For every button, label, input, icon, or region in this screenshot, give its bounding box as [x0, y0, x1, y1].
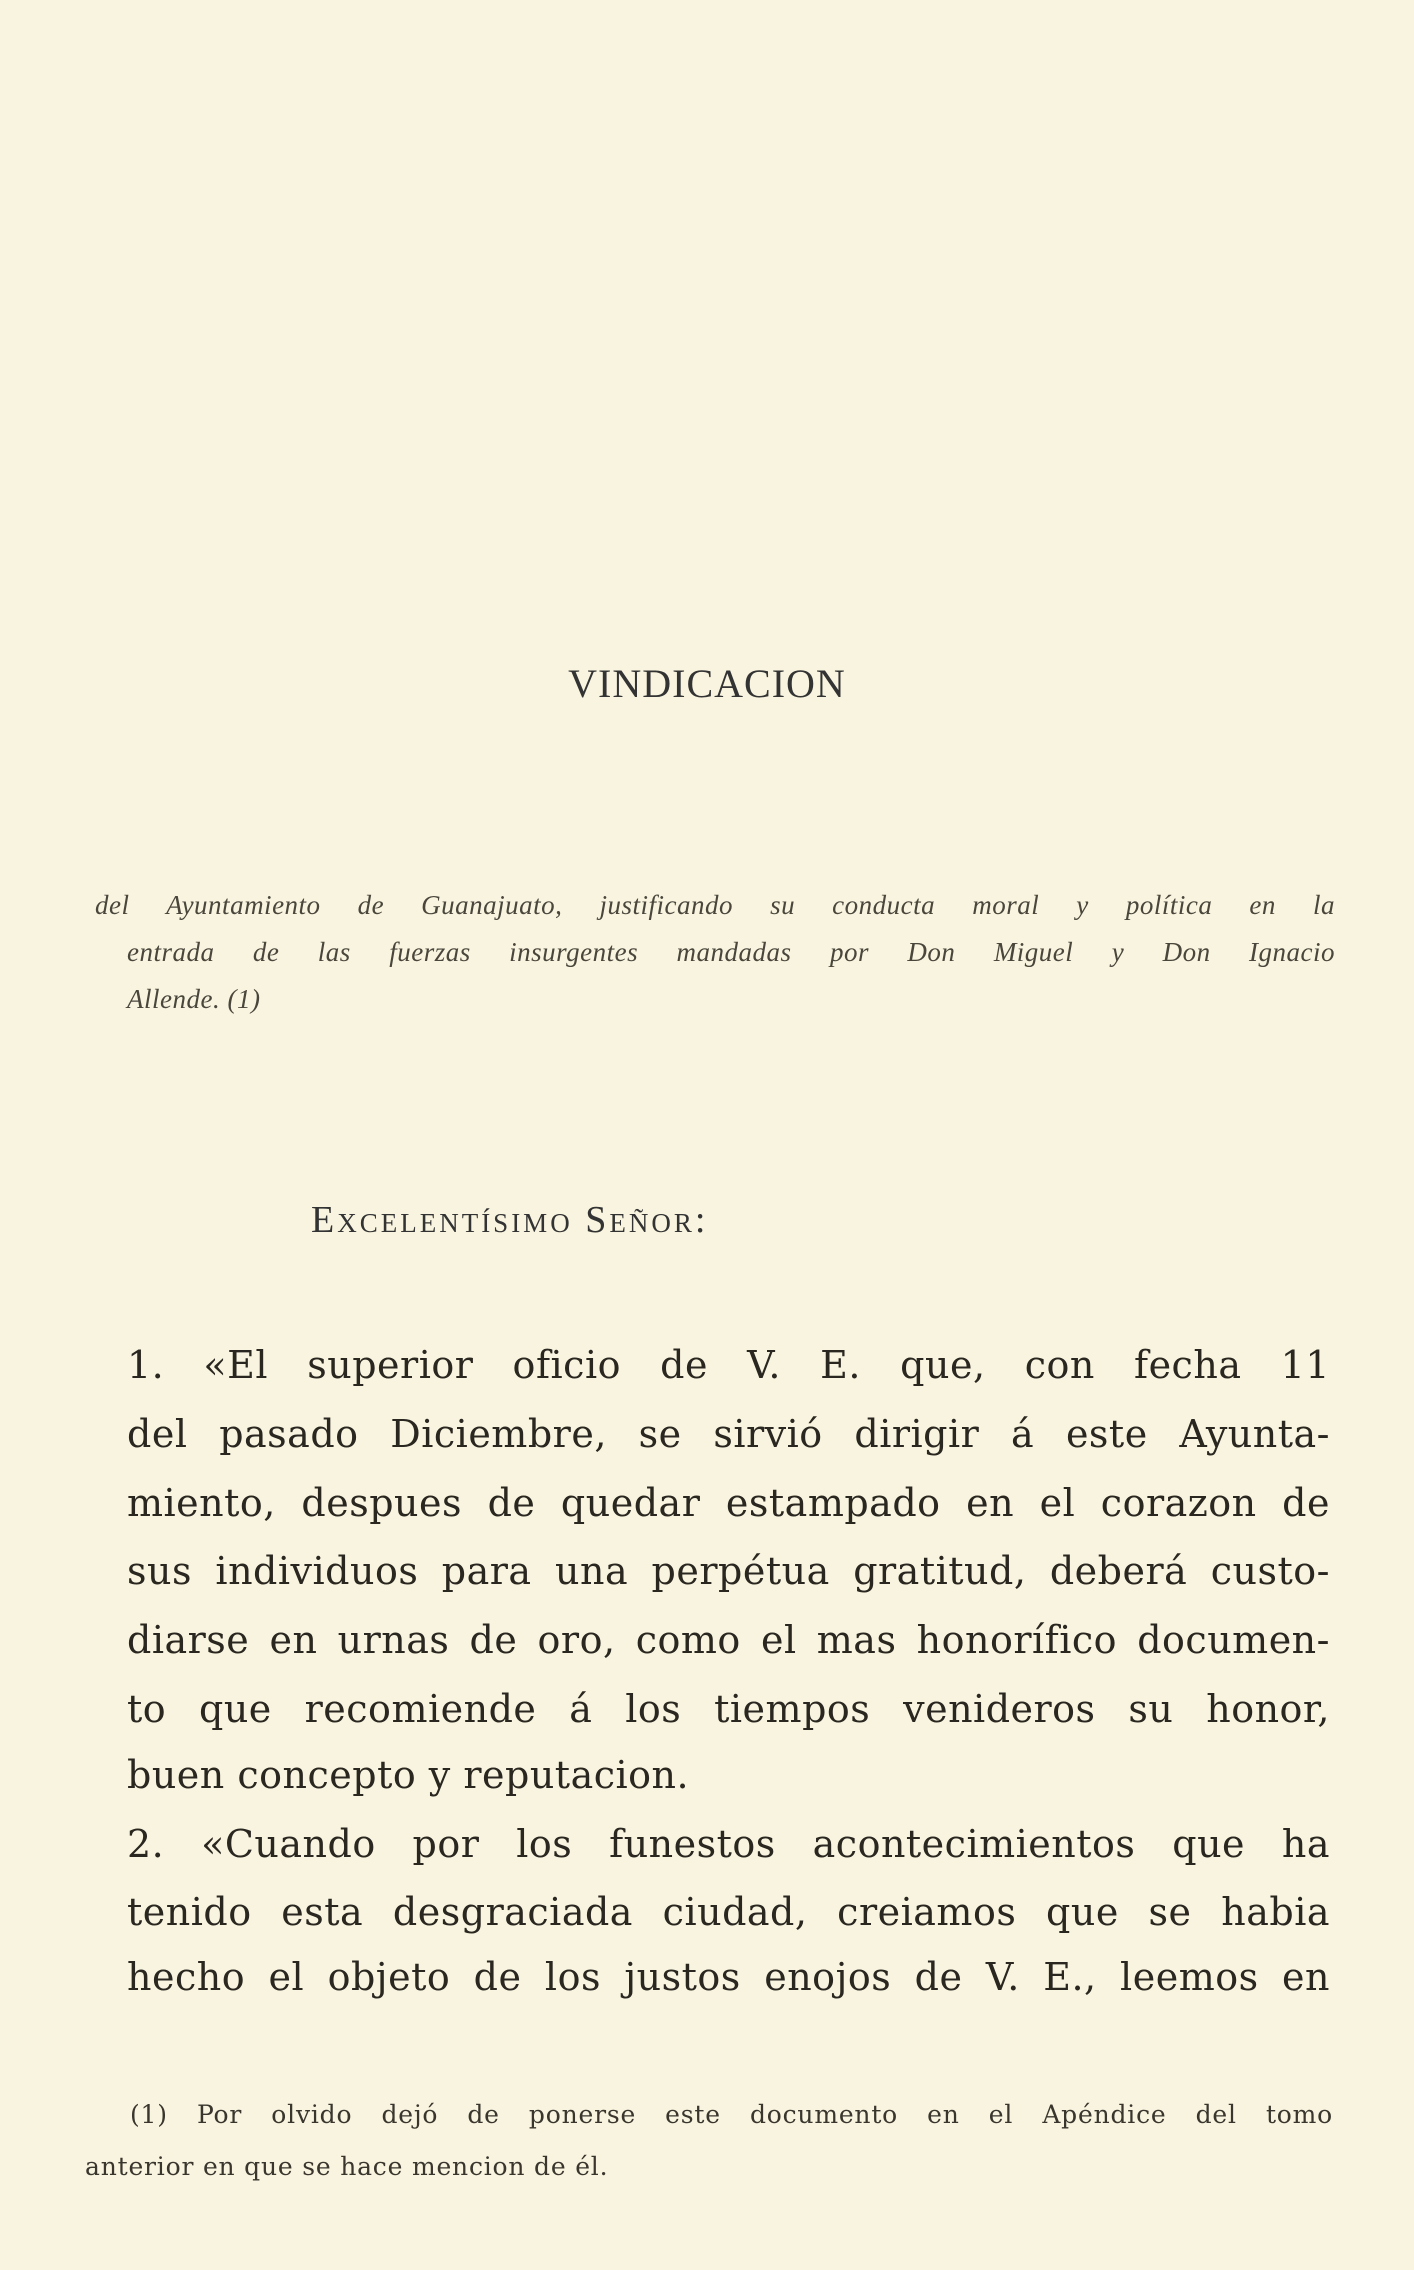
body-line: hecho el objeto de los justos enojos de V. E., leemos en — [127, 1955, 1330, 1999]
subtitle-line: del Ayuntamiento de Guanajuato, justificando su conducta moral y política en la — [95, 890, 1335, 920]
body-line: tenido esta desgraciada ciudad, creiamos que se habia — [127, 1890, 1330, 1934]
footnote-line: (1) Por olvido dejó de ponerse este documento en el Apéndice del tomo — [130, 2100, 1333, 2129]
body-line: miento, despues de quedar estampado en el corazon de — [127, 1481, 1330, 1525]
subtitle-line: Allende. (1) — [127, 984, 261, 1014]
body-line: 2. «Cuando por los funestos acontecimientos que ha — [127, 1822, 1330, 1866]
body-line: sus individuos para una perpétua gratitud, deberá custo- — [127, 1549, 1330, 1593]
subtitle-line: entrada de las fuerzas insurgentes mandadas por Don Miguel y Don Ignacio — [127, 937, 1335, 967]
footnote-line: anterior en que se hace mencion de él. — [85, 2152, 609, 2181]
body-line: del pasado Diciembre, se sirvió dirigir á este Ayunta- — [127, 1412, 1330, 1456]
body-line: buen concepto y reputacion. — [127, 1753, 690, 1797]
salutation: Excelentísimo Señor: — [311, 1199, 709, 1241]
document-title: VINDICACION — [568, 661, 846, 706]
body-line: to que recomiende á los tiempos venideros su honor, — [127, 1687, 1330, 1731]
body-line: 1. «El superior oficio de V. E. que, con fecha 11 — [127, 1343, 1330, 1387]
body-line: diarse en urnas de oro, como el mas honorífico documen- — [127, 1618, 1330, 1662]
